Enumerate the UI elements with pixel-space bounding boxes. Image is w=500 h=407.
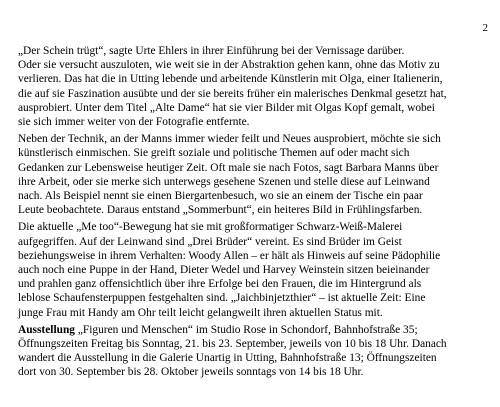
text-line: dort von 30. September bis 28. Oktober jeweils sonntags von 14 bis 18 Uhr. — [18, 366, 364, 379]
text-line: Öffnungszeiten Freitag bis Sonntag, 21. bis 23. September, jeweils von 10 bis 18 Uhr. Danach — [18, 338, 447, 351]
paragraph-me-too — [18, 220, 496, 319]
paragraph-exhibition-info — [18, 323, 496, 380]
exhibition-title-text: „Figuren und Menschen“ im Studio Rose in Schondorf, Bahnhofstraße 35; — [74, 323, 418, 336]
paragraph-sommerbunt — [18, 132, 496, 217]
text-line: Oder sie versucht auszuloten, wie weit sie in der Abstraktion gehen kann, ohne das Motiv zu — [18, 59, 440, 72]
text-line: Gedanken zur Lebensweise heutiger Zeit. Oft male sie nach Fotos, sagt Barbara Manns über — [18, 161, 439, 174]
text-line: ihre Arbeit, oder sie merke sich unterwegs gesehene Szenen und stelle diese auf Leinwand — [18, 175, 430, 188]
text-line: verlieren. Das hat die in Utting lebende und arbeitende Künstlerin mit Olga, einer Italienerin, — [18, 73, 443, 86]
text-line — [18, 323, 496, 337]
paragraph-alte-dame — [18, 44, 496, 129]
text-line: beziehungsweise in ihrem Verhalten: Woody Allen – er hält als Hinweis auf seine Pädophilie — [18, 249, 441, 262]
text-line: „Der Schein trügt“, sagte Urte Ehlers in ihrer Einführung bei der Vernissage darüber. — [18, 45, 405, 57]
text-line: aufgegriffen. Auf der Leinwand sind „Drei Brüder“ vereint. Es sind Brüder im Geist — [18, 235, 402, 248]
article-body — [18, 44, 496, 382]
text-line: und prahlen ganz offensichtlich über ihre Erfolge bei den Frauen, die im Hintergrund als — [18, 278, 422, 291]
text-line: leblose Schaufensterpuppen festgehalten sind. „Jaichbinjetzthier“ – ist aktuelle Zeit: Eine — [18, 292, 426, 305]
text-line: auch noch eine Puppe in der Hand, Dieter Wedel und Harvey Weinstein sitzen beieinander — [18, 264, 430, 277]
exhibition-label: Ausstellung — [18, 323, 75, 336]
text-line: ausprobiert. Unter dem Titel „Alte Dame“ hat sie vier Bilder mit Olgas Kopf gemalt, wobei — [18, 101, 435, 114]
text-line: die auf sie Faszination ausübte und der sie bereits früher ein malerisches Denkmal gesetzt hat, — [18, 87, 447, 100]
text-line: Die aktuelle „Me too“-Bewegung hat sie mit großformatiger Schwarz-Weiß-Malerei — [18, 221, 403, 234]
text-line: Neben der Technik, an der Manns immer wieder feilt und Neues ausprobiert, möchte sie sich — [18, 133, 441, 146]
page-number: 2 — [482, 22, 488, 34]
text-line: künstlerisch einmischen. Sie greift soziale und politische Themen auf oder macht sich — [18, 147, 410, 160]
text-line: wandert die Ausstellung in die Galerie Unartig in Utting, Bahnhofstraße 13; Öffnungszeiten — [18, 352, 437, 365]
text-line: Leute beobachtete. Daraus entstand „Sommerbunt“, ein heiteres Bild in Frühlingsfarben. — [18, 204, 423, 217]
text-line: sie sich immer weiter von der Fotografie entfernte. — [18, 116, 250, 129]
text-line: junge Frau mit Handy am Ohr teilt leicht gelangweilt ihren aktuellen Status mit. — [18, 306, 383, 319]
text-line: nach. Als Beispiel nennt sie einen Biergartenbesuch, wo sie an einem der Tische ein paar — [18, 190, 423, 203]
